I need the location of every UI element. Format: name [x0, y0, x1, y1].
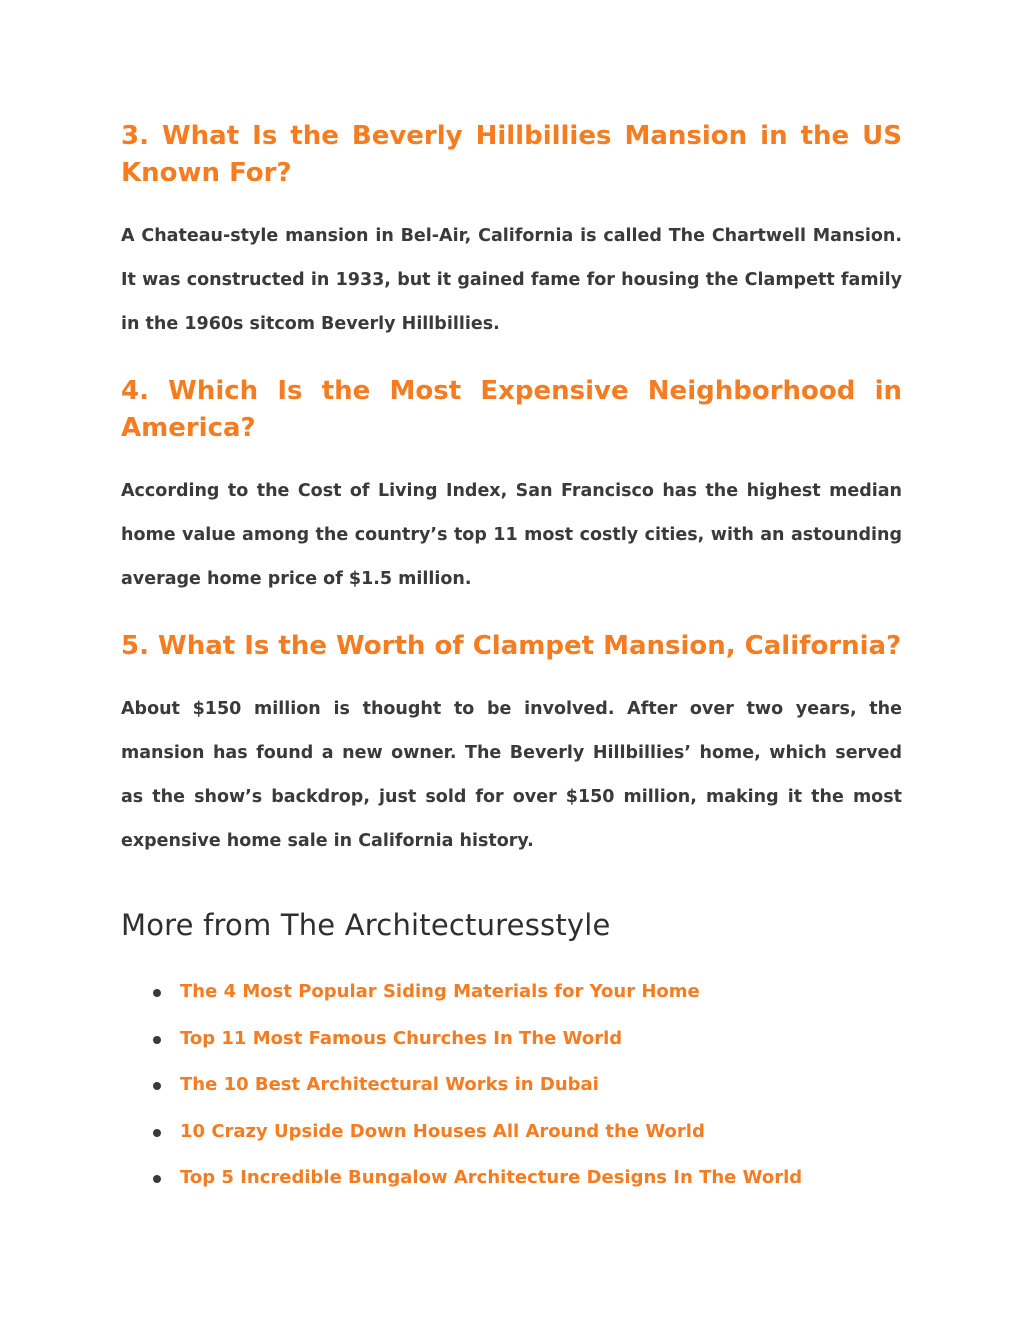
faq-section-4 [121, 373, 902, 601]
list-item [121, 1016, 902, 1063]
bullet-icon [153, 1082, 161, 1090]
faq-section-5 [121, 628, 902, 863]
faq-heading-4: 4. Which Is the Most Expensive Neighborhood in America? [121, 376, 902, 443]
faq-answer-3: A Chateau-style mansion in Bel-Air, California is called The Chartwell Mansion. It was constructed in 1933, but it gained fame for housing the Clampett family in the 1960s sitcom Beverly Hillbillies. [121, 226, 902, 334]
related-link-famous-churches[interactable]: Top 11 Most Famous Churches In The World [180, 1027, 623, 1049]
bullet-icon [153, 1129, 161, 1137]
faq-heading-3: 3. What Is the Beverly Hillbillies Mansion in the US Known For? [121, 121, 902, 188]
related-link-dubai-works[interactable]: The 10 Best Architectural Works in Dubai [180, 1074, 599, 1095]
bullet-icon [153, 1036, 161, 1044]
list-item [121, 1109, 902, 1156]
faq-heading-5: 5. What Is the Worth of Clampet Mansion, California? [121, 631, 902, 661]
list-item [121, 969, 902, 1016]
list-item [121, 1062, 902, 1109]
related-link-bungalow-designs[interactable]: Top 5 Incredible Bungalow Architecture Designs In The World [180, 1167, 803, 1188]
bullet-icon [153, 1175, 161, 1183]
related-links-list [121, 969, 902, 1202]
faq-answer-5: About $150 million is thought to be involved. After over two years, the mansion has found a new owner. The Beverly Hillbillies’ home, which served as the show’s backdrop, just sold for over $150 million, making it the most expensive home sale in California history. [121, 699, 902, 851]
faq-answer-4: According to the Cost of Living Index, San Francisco has the highest median home value among the country’s top 11 most costly cities, with an astounding average home price of $1.5 million. [121, 481, 902, 589]
faq-section-3 [121, 118, 902, 346]
related-link-upside-down-houses[interactable]: 10 Crazy Upside Down Houses All Around the World [180, 1120, 705, 1142]
list-item [121, 1155, 902, 1202]
more-from-title: More from The Architecturesstyle [121, 908, 611, 942]
bullet-icon [153, 989, 161, 997]
related-link-siding-materials[interactable]: The 4 Most Popular Siding Materials for Your Home [180, 981, 700, 1002]
document-content [121, 118, 902, 1202]
